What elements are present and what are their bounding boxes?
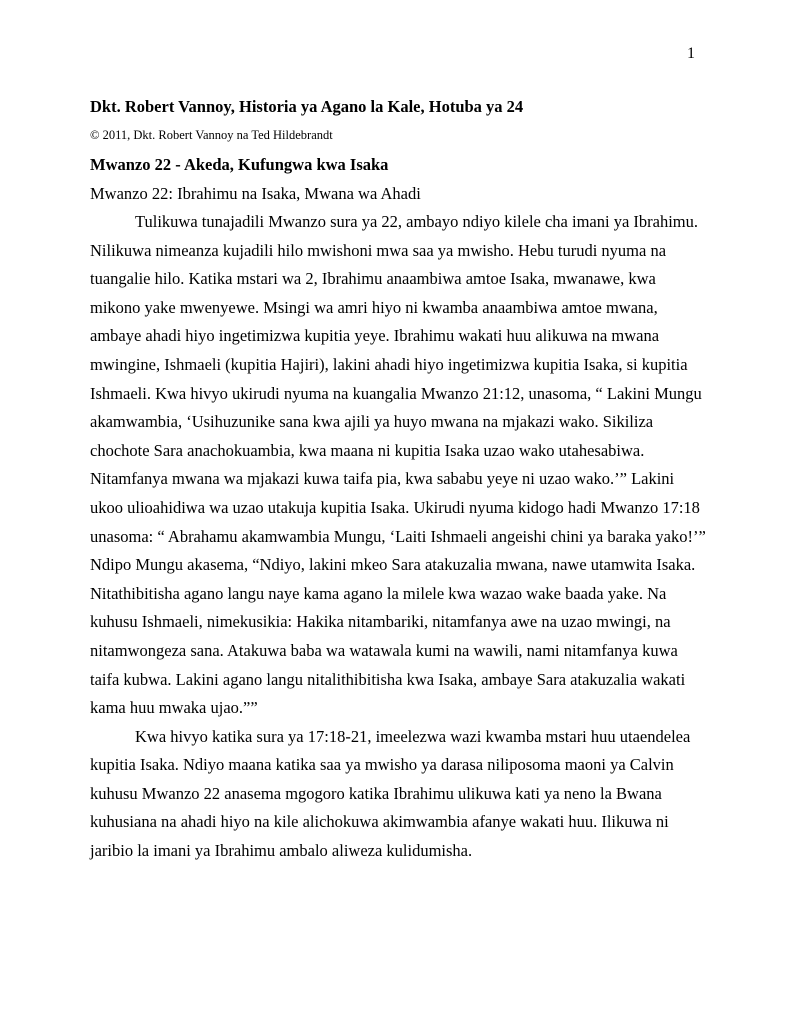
document-content <box>90 92 708 866</box>
section-subheading: Mwanzo 22: Ibrahimu na Isaka, Mwana wa Ahadi <box>90 184 421 203</box>
page-number: 1 <box>687 45 695 62</box>
paragraph-1: Tulikuwa tunajadili Mwanzo sura ya 22, ambayo ndiyo kilele cha imani ya Ibrahimu. Nilikuwa nimeanza kujadili hilo mwishoni mwa saa ya mwisho. Hebu turudi nyuma na tuangalie hilo. Katika mstari wa 2, Ibrahimu anaambiwa amtoe Isaka, mwanawe, kwa mikono yake mwenyewe. Msingi wa amri hiyo ni kwamba anaambiwa amtoe mwana, ambaye ahadi hiyo ingetimizwa kupitia yeye. Ibrahimu wakati huu alikuwa na mwana mwingine, Ishmaeli (kupitia Hajiri), lakini ahadi hiyo ingetimizwa kupitia Isaka, si kupitia Ishmaeli. Kwa hivyo ukirudi nyuma na kuangalia Mwanzo 21:12, unasoma, “ Lakini Mungu akamwambia, ‘Usihuzunike sana kwa ajili ya huyo mwana na mjakazi wako. Sikiliza chochote Sara anachokuambia, kwa maana ni kupitia Isaka uzao wako utahesabiwa. Nitamfanya mwana wa mjakazi kuwa taifa pia, kwa sababu yeye ni uzao wako.’” Lakini ukoo ulioahidiwa wa uzao utakuja kupitia Isaka. Ukirudi nyuma kidogo hadi Mwanzo 17:18 unasoma: “ Abrahamu akamwambia Mungu, ‘Laiti Ishmaeli angeishi chini ya baraka yako!’” Ndipo Mungu akasema, “Ndiyo, lakini mkeo Sara atakuzalia mwana, nawe utamwita Isaka. Nitathibitisha agano langu naye kama agano la milele kwa wazao wake baada yake. Na kuhusu Ishmaeli, nimekusikia: Hakika nitambariki, nitamfanya awe na uzao mwingi, na nitamwongeza sana. Atakuwa baba wa watawala kumi na wawili, nami nitamfanya kuwa taifa kubwa. Lakini agano langu nitalithibitisha kwa Isaka, ambaye Sara atakuzalia wakati kama huu mwaka ujao.”” <box>90 212 706 718</box>
document-title: Dkt. Robert Vannoy, Historia ya Agano la Kale, Hotuba ya 24 <box>90 97 524 116</box>
section-heading: Mwanzo 22 - Akeda, Kufungwa kwa Isaka <box>90 155 389 174</box>
copyright-line: © 2011, Dkt. Robert Vannoy na Ted Hildebrandt <box>90 128 333 142</box>
paragraph-2: Kwa hivyo katika sura ya 17:18-21, imeelezwa wazi kwamba mstari huu utaendelea kupitia Isaka. Ndiyo maana katika saa ya mwisho ya darasa niliposoma maoni ya Calvin kuhusu Mwanzo 22 anasema mgogoro katika Ibrahimu ulikuwa kati ya neno la Bwana kuhusiana na ahadi hiyo na kile alichokuwa akimwambia afanye wakati huu. Ilikuwa ni jaribio la imani ya Ibrahimu ambalo aliweza kulidumisha. <box>90 726 691 861</box>
